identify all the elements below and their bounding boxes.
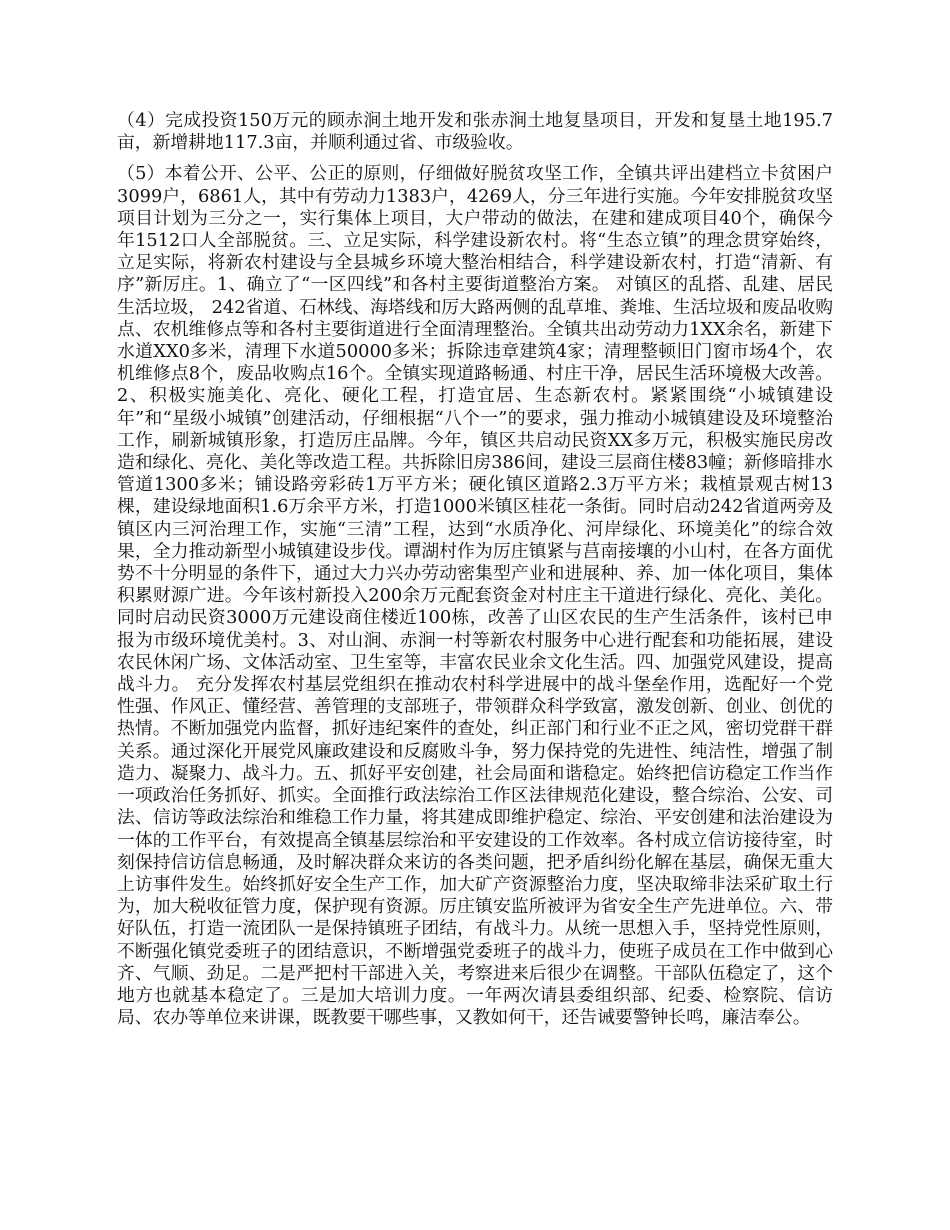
paragraph-item-5: （5）本着公开、公平、公正的原则，仔细做好脱贫攻坚工作，全镇共评出建档立卡贫困户3099户，6861人，其中有劳动力1383户，4269人，分三年进行实施。今年安排脱贫攻坚项目计划为三分之一，实行集体上项目，大户带动的做法，在建和建成项目40个，确保今年1512口人全部脱贫。三、立足实际，科学建设新农村。将“生态立镇”的理念贯穿始终，立足实际，将新农村建设与全县城乡环境大整治相结合，科学建设新农村，打造“清新、有序”新厉庄。1、确立了“一区四线”和各村主要街道整治方案。 对镇区的乱搭、乱建、居民生活垃圾， 242省道、石林线、海塔线和厉大路两侧的乱草堆、粪堆、生活垃圾和废品收购点、农机维修点等和各村主要街道进行全面清理整治。全镇共出动劳动力1XX余名，新建下水道XX0多米，清理下水道50000多米；拆除违章建筑4家；清理整顿旧门窗市场4个，农机维修点8个，废品收购点16个。全镇实现道路畅通、村庄干净，居民生活环境极大改善。2、积极实施美化、亮化、硬化工程，打造宜居、生态新农村。紧紧围绕“小城镇建设年”和“星级小城镇”创建活动，仔细根据“八个一”的要求，强力推动小城镇建设及环境整治工作，刷新城镇形象，打造厉庄品牌。今年，镇区共启动民资XX多万元，积极实施民房改造和绿化、亮化、美化等改造工程。共拆除旧房386间，建设三层商住楼83幢；新修暗排水管道1300多米；铺设路旁彩砖1万平方米；硬化镇区道路2.3万平方米；栽植景观古树13棵，建设绿地面积1.6万余平方米，打造1000米镇区桂花一条街。同时启动242省道两旁及镇区内三河治理工作，实施“三清”工程，达到“水质净化、河岸绿化、环境美化”的综合效果，全力推动新型小城镇建设步伐。谭湖村作为厉庄镇紧与莒南接壤的小山村，在各方面优势不十分明显的条件下，通过大力兴办劳动密集型产业和进展种、养、加一体化项目，集体积累财源广进。今年该村新投入200余万元配套资金对村庄主干道进行绿化、亮化、美化。同时启动民资3000万元建设商住楼近100栋，改善了山区农民的生产生活条件，该村已申报为市级环境优美村。3、对山涧、赤涧一村等新农村服务中心进行配套和功能拓展，建设农民休闲广场、文体活动室、卫生室等，丰富农民业余文化生活。四、加强党风建设，提高战斗力。 充分发挥农村基层党组织在推动农村科学进展中的战斗堡垒作用，选配好一个党性强、作风正、懂经营、善管理的支部班子，带领群众科学致富，激发创新、创业、创优的热情。不断加强党内监督，抓好违纪案件的查处，纠正部门和行业不正之风，密切党群干群关系。通过深化开展党风廉政建设和反腐败斗争，努力保持党的先进性、纯洁性，增强了制造力、凝聚力、战斗力。五、抓好平安创建，社会局面和谐稳定。始终把信访稳定工作当作一项政治任务抓好、抓实。全面推行政法综治工作区法律规范化建设，整合综治、公安、司法、信访等政法综治和维稳工作力量，将其建成即维护稳定、综治、平安创建和法治建设为一体的工作平台，有效提高全镇基层综治和平安建设的工作效率。各村成立信访接待室，时刻保持信访信息畅通，及时解决群众来访的各类问题，把矛盾纠纷化解在基层，确保无重大上访事件发生。始终抓好安全生产工作，加大矿产资源整治力度，坚决取缔非法采矿取土行为，加大税收征管力度，保护现有资源。厉庄镇安监所被评为省安全生产先进单位。六、带好队伍，打造一流团队一是保持镇班子团结，有战斗力。从统一思想入手，坚持党性原则，不断强化镇党委班子的团结意识，不断增强党委班子的战斗力，使班子成员在工作中做到心齐、气顺、劲足。二是严把村干部进入关，考察进来后很少在调整。干部队伍稳定了，这个地方也就基本稳定了。三是加大培训力度。一年两次请县委组织部、纪委、检察院、信访局、农办等单位来讲课，既教要干哪些事，又教如何干，还告诫要警钟长鸣，廉洁奉公。 — [117, 163, 833, 1029]
paragraph-item-4: （4）完成投资150万元的顾赤涧土地开发和张赤涧土地复垦项目，开发和复垦土地195.7亩，新增耕地117.3亩，并顺利通过省、市级验收。 — [117, 110, 833, 154]
document-body — [117, 110, 833, 1029]
